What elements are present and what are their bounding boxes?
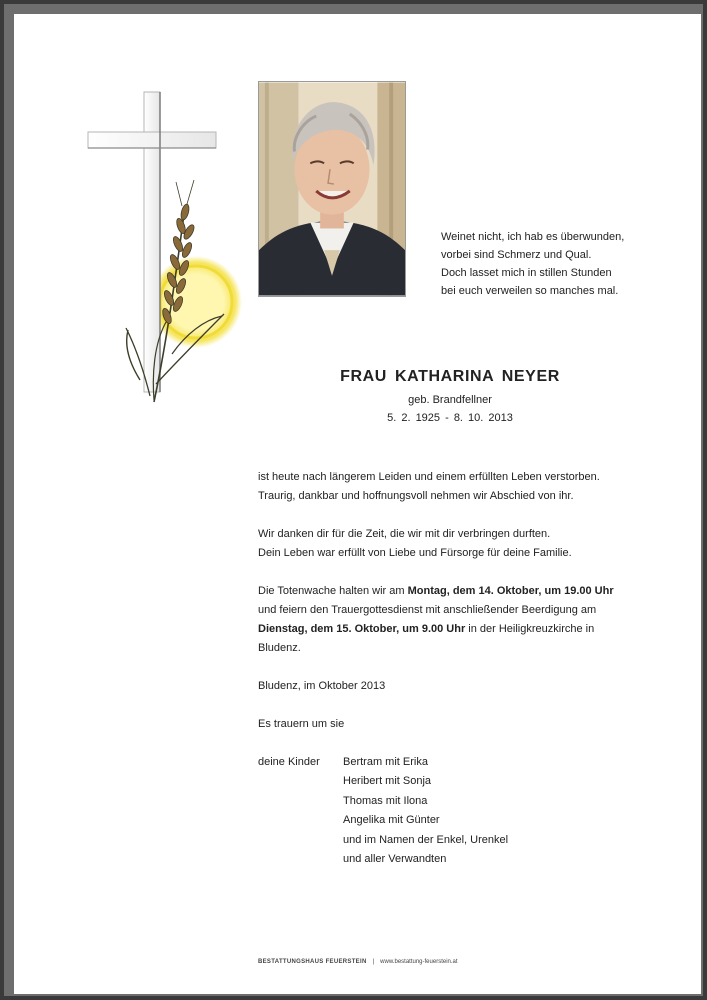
poem-line: vorbei sind Schmerz und Qual. (441, 249, 592, 261)
deceased-info (250, 368, 650, 424)
mourners-label: deine Kinder (258, 756, 320, 768)
text-line: Traurig, dankbar und hoffnungsvoll nehmen wir Abschied von ihr. (258, 490, 574, 502)
maiden-name: geb. Brandfellner (408, 394, 492, 406)
poem-line: Weinet nicht, ich hab es überwunden, (441, 231, 625, 243)
mourner-name: Angelika mit Günter (343, 814, 440, 827)
cross-wheat-illustration (54, 84, 274, 414)
text-line: und feiern den Trauergottesdienst mit anschließender Beerdigung am (258, 604, 597, 616)
mourners-names (343, 753, 508, 869)
mourner-name: Heribert mit Sonja (343, 775, 432, 788)
poem (441, 228, 691, 300)
obituary-text (258, 468, 678, 753)
wake-date: Montag, dem 14. Oktober, um 19.00 Uhr (407, 585, 614, 597)
sun-icon (150, 256, 242, 348)
text-line: Wir danken dir für die Zeit, die wir mit dir verbringen durften. (258, 528, 551, 540)
text-line (258, 620, 678, 639)
paragraph (258, 468, 678, 506)
text-line: Dein Leben war erfüllt von Liebe und Fürsorge für deine Familie. (258, 547, 572, 559)
obituary-page (14, 14, 701, 994)
mourning-intro: Es trauern um sie (258, 718, 345, 730)
text-line: Bludenz. (258, 642, 301, 654)
life-dates: 5. 2. 1925 - 8. 10. 2013 (387, 412, 513, 424)
text-line: ist heute nach längerem Leiden und einem erfüllten Leben verstorben. (258, 471, 600, 483)
text-line (258, 582, 678, 601)
poem-line: bei euch verweilen so manches mal. (441, 285, 619, 297)
wake-funeral-paragraph (258, 582, 678, 658)
funeral-date: Dienstag, dem 15. Oktober, um 9.00 Uhr (258, 623, 466, 635)
place-date: Bludenz, im Oktober 2013 (258, 680, 386, 692)
mourner-name: Thomas mit Ilona (343, 794, 428, 807)
deceased-name: FRAU KATHARINA NEYER (340, 368, 560, 385)
mourner-name: und aller Verwandten (343, 853, 447, 866)
poem-line: Doch lasset mich in stillen Stunden (441, 267, 612, 279)
mourner-name: und im Namen der Enkel, Urenkel (343, 833, 509, 846)
portrait-photo (258, 81, 406, 297)
page-frame-inner (4, 4, 703, 996)
paragraph (258, 525, 678, 563)
funeral-location: in der Heiligkreuzkirche in (465, 623, 595, 635)
wake-intro: Die Totenwache halten wir am (258, 585, 408, 597)
footer (258, 959, 458, 965)
mourner-name: Bertram mit Erika (343, 756, 428, 768)
footer-separator: | (372, 959, 375, 965)
funeral-home-url[interactable]: www.bestattung-feuerstein.at (380, 959, 458, 965)
funeral-home-name: BESTATTUNGSHAUS FEUERSTEIN (258, 959, 367, 965)
